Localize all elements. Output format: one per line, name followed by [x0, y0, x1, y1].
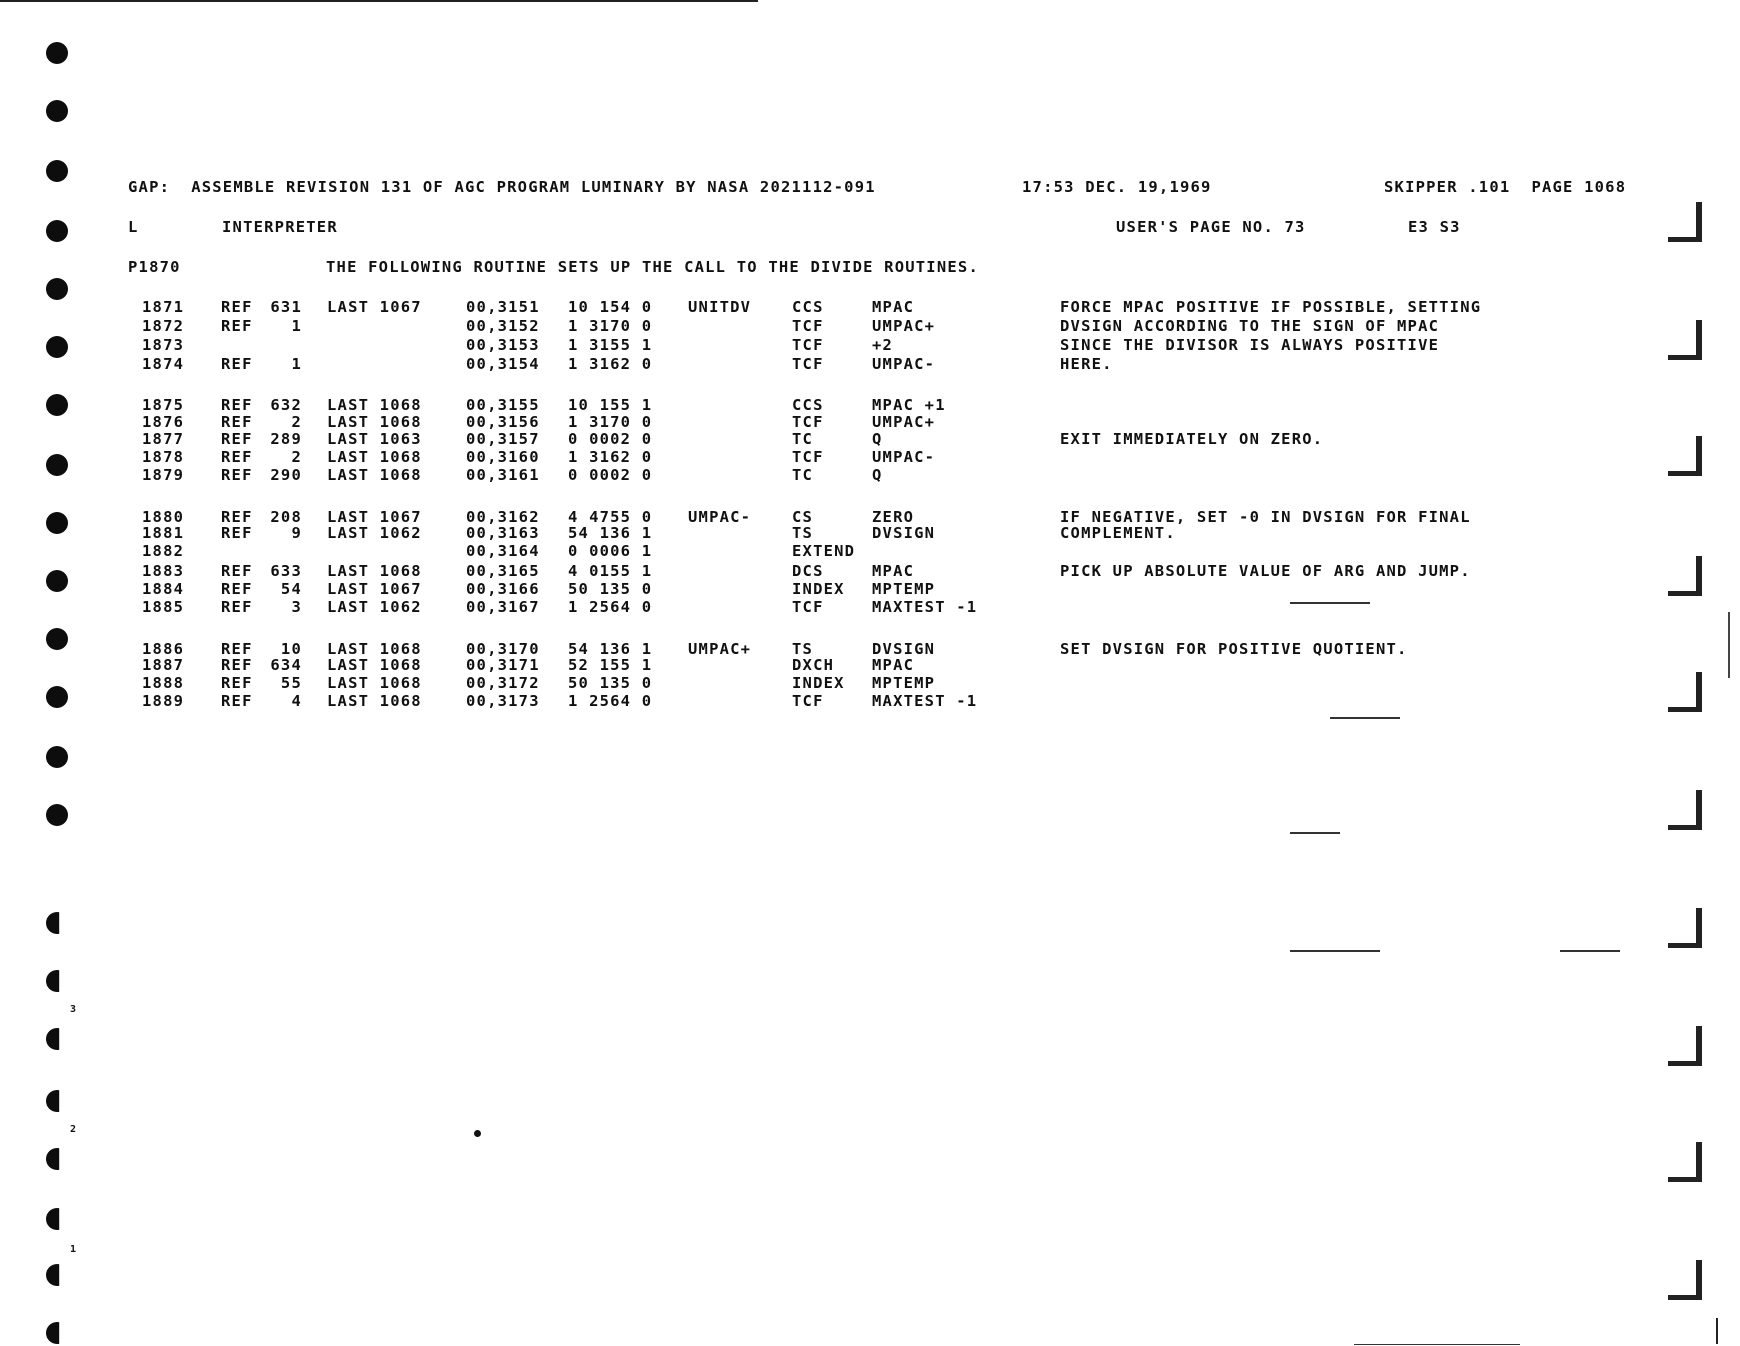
margin-bracket [1668, 436, 1704, 476]
row-operand: ZERO [872, 508, 915, 526]
row-line: 1874 [142, 355, 185, 373]
row-last: LAST 1068 [327, 466, 422, 484]
row-ref: REF [221, 656, 253, 674]
row-ref: REF [221, 562, 253, 580]
row-refn: 290 [270, 466, 302, 484]
row-line: 1888 [142, 674, 185, 692]
row-addr: 00,3157 [466, 430, 540, 448]
row-operand: MPAC +1 [872, 396, 946, 414]
bottom-rule [1354, 1344, 1520, 1345]
row-word: 1 3162 0 [568, 448, 653, 466]
margin-bracket [1668, 320, 1704, 360]
row-addr: 00,3156 [466, 413, 540, 431]
row-addr: 00,3153 [466, 336, 540, 354]
row-ref: REF [221, 317, 253, 335]
row-word: 50 135 0 [568, 674, 653, 692]
row-ref: REF [221, 580, 253, 598]
row-last: LAST 1068 [327, 674, 422, 692]
row-word: 1 3162 0 [568, 355, 653, 373]
listing-row [0, 656, 1740, 674]
row-refn: 10 [280, 640, 302, 658]
row-op: TCF [792, 317, 824, 335]
listing-row [0, 466, 1740, 484]
smudge [1330, 717, 1400, 719]
smudge [1560, 950, 1620, 952]
row-operand: MAXTEST -1 [872, 598, 978, 616]
row-addr: 00,3166 [466, 580, 540, 598]
listing-row [0, 448, 1740, 466]
row-refn: 632 [270, 396, 302, 414]
row-op: CCS [792, 298, 824, 316]
row-label: UMPAC- [688, 508, 752, 526]
row-line: 1883 [142, 562, 185, 580]
row-line: 1887 [142, 656, 185, 674]
row-ref: REF [221, 448, 253, 466]
row-operand: UMPAC- [872, 448, 936, 466]
header-page: SKIPPER .101 PAGE 1068 [1384, 178, 1627, 196]
row-line: 1886 [142, 640, 185, 658]
row-addr: 00,3160 [466, 448, 540, 466]
row-last: LAST 1068 [327, 656, 422, 674]
row-last: LAST 1068 [327, 562, 422, 580]
row-addr: 00,3172 [466, 674, 540, 692]
row-op: INDEX [792, 580, 845, 598]
row-ref: REF [221, 430, 253, 448]
listing-row [0, 355, 1740, 373]
listing-row [0, 298, 1740, 316]
listing-row [0, 692, 1740, 710]
row-word: 54 136 1 [568, 640, 653, 658]
row-op: CS [792, 508, 814, 526]
row-refn: 3 [291, 598, 302, 616]
row-comment: EXIT IMMEDIATELY ON ZERO. [1060, 430, 1324, 448]
row-comment: FORCE MPAC POSITIVE IF POSSIBLE, SETTING [1060, 298, 1482, 316]
row-refn: 289 [270, 430, 302, 448]
listing-row [0, 562, 1740, 580]
row-ref: REF [221, 413, 253, 431]
row-ref: REF [221, 524, 253, 542]
row-last: LAST 1068 [327, 692, 422, 710]
margin-bracket [1668, 908, 1704, 948]
row-ref: REF [221, 298, 253, 316]
margin-bracket [1668, 1142, 1704, 1182]
row-ref: REF [221, 355, 253, 373]
header-timestamp: 17:53 DEC. 19,1969 [1022, 178, 1212, 196]
margin-number: 2 [70, 1124, 77, 1135]
row-op: DCS [792, 562, 824, 580]
row-addr: 00,3171 [466, 656, 540, 674]
row-operand: MAXTEST -1 [872, 692, 978, 710]
page-edge-mark [1716, 1318, 1718, 1344]
listing-row [0, 542, 1740, 560]
margin-number: 3 [70, 1004, 77, 1015]
row-word: 0 0002 0 [568, 430, 653, 448]
row-word: 1 2564 0 [568, 692, 653, 710]
listing-row [0, 524, 1740, 542]
row-word: 1 2564 0 [568, 598, 653, 616]
row-op: DXCH [792, 656, 835, 674]
row-operand: UMPAC+ [872, 413, 936, 431]
row-last: LAST 1068 [327, 413, 422, 431]
smudge [1290, 950, 1380, 952]
row-op: TCF [792, 413, 824, 431]
row-word: 1 3170 0 [568, 317, 653, 335]
row-word: 0 0006 1 [568, 542, 653, 560]
row-last: LAST 1063 [327, 430, 422, 448]
row-addr: 00,3152 [466, 317, 540, 335]
row-ref: REF [221, 640, 253, 658]
row-ref: REF [221, 674, 253, 692]
row-line: 1889 [142, 692, 185, 710]
row-line: 1880 [142, 508, 185, 526]
row-line: 1881 [142, 524, 185, 542]
row-op: TS [792, 524, 814, 542]
row-addr: 00,3167 [466, 598, 540, 616]
listing-row [0, 674, 1740, 692]
row-op: TCF [792, 692, 824, 710]
row-line: 1875 [142, 396, 185, 414]
listing-header: GAP: ASSEMBLE REVISION 131 OF AGC PROGRAM LUMINARY BY NASA 2021112-091 [128, 178, 876, 196]
row-line: 1877 [142, 430, 185, 448]
row-refn: 1 [291, 317, 302, 335]
row-line: 1871 [142, 298, 185, 316]
row-op: TCF [792, 355, 824, 373]
smudge [1290, 602, 1370, 604]
row-addr: 00,3164 [466, 542, 540, 560]
listing-row [0, 336, 1740, 354]
row-operand: MPAC [872, 562, 915, 580]
row-op: TCF [792, 336, 824, 354]
row-word: 4 0155 1 [568, 562, 653, 580]
row-addr: 00,3170 [466, 640, 540, 658]
row-refn: 9 [291, 524, 302, 542]
row-addr: 00,3163 [466, 524, 540, 542]
intro-comment: THE FOLLOWING ROUTINE SETS UP THE CALL TO THE DIVIDE ROUTINES. [326, 258, 979, 276]
row-line: 1878 [142, 448, 185, 466]
row-line: 1885 [142, 598, 185, 616]
row-comment: SET DVSIGN FOR POSITIVE QUOTIENT. [1060, 640, 1408, 658]
row-refn: 2 [291, 413, 302, 431]
row-line: 1879 [142, 466, 185, 484]
row-operand: UMPAC- [872, 355, 936, 373]
row-word: 1 3155 1 [568, 336, 653, 354]
listing-row [0, 413, 1740, 431]
row-ref: REF [221, 466, 253, 484]
row-label: UMPAC+ [688, 640, 752, 658]
listing-row [0, 317, 1740, 335]
section-code: E3 S3 [1408, 218, 1461, 236]
smudge [1290, 832, 1340, 834]
row-last: LAST 1067 [327, 298, 422, 316]
row-word: 50 135 0 [568, 580, 653, 598]
row-op: INDEX [792, 674, 845, 692]
row-op: TC [792, 466, 814, 484]
row-operand: +2 [872, 336, 894, 354]
row-ref: REF [221, 508, 253, 526]
margin-bracket [1668, 672, 1704, 712]
row-operand: DVSIGN [872, 640, 936, 658]
row-op: TCF [792, 448, 824, 466]
row-word: 10 155 1 [568, 396, 653, 414]
row-addr: 00,3162 [466, 508, 540, 526]
row-refn: 631 [270, 298, 302, 316]
row-line: 1873 [142, 336, 185, 354]
row-refn: 633 [270, 562, 302, 580]
section-marker: L [128, 218, 139, 236]
row-last: LAST 1067 [327, 508, 422, 526]
row-last: LAST 1068 [327, 448, 422, 466]
margin-bracket [1668, 1260, 1704, 1300]
row-refn: 208 [270, 508, 302, 526]
row-addr: 00,3173 [466, 692, 540, 710]
row-op: CCS [792, 396, 824, 414]
row-addr: 00,3154 [466, 355, 540, 373]
row-line: 1884 [142, 580, 185, 598]
listing-row [0, 430, 1740, 448]
row-last: LAST 1068 [327, 640, 422, 658]
row-word: 0 0002 0 [568, 466, 653, 484]
row-line: 1872 [142, 317, 185, 335]
row-addr: 00,3165 [466, 562, 540, 580]
row-op: TCF [792, 598, 824, 616]
row-op: TC [792, 430, 814, 448]
row-comment: COMPLEMENT. [1060, 524, 1176, 542]
row-refn: 1 [291, 355, 302, 373]
row-label: UNITDV [688, 298, 752, 316]
row-last: LAST 1068 [327, 396, 422, 414]
margin-bracket [1668, 790, 1704, 830]
row-refn: 55 [280, 674, 302, 692]
row-comment: IF NEGATIVE, SET -0 IN DVSIGN FOR FINAL [1060, 508, 1471, 526]
row-word: 1 3170 0 [568, 413, 653, 431]
margin-bracket [1668, 556, 1704, 596]
row-operand: Q [872, 466, 883, 484]
row-addr: 00,3161 [466, 466, 540, 484]
row-operand: MPTEMP [872, 580, 936, 598]
page-edge-mark [1728, 612, 1730, 678]
margin-bracket [1668, 202, 1704, 242]
row-comment: DVSIGN ACCORDING TO THE SIGN OF MPAC [1060, 317, 1440, 335]
row-comment: SINCE THE DIVISOR IS ALWAYS POSITIVE [1060, 336, 1440, 354]
ink-dot [474, 1130, 481, 1137]
row-comment: HERE. [1060, 355, 1113, 373]
row-op: EXTEND [792, 542, 856, 560]
row-addr: 00,3151 [466, 298, 540, 316]
listing-row [0, 598, 1740, 616]
row-operand: Q [872, 430, 883, 448]
row-word: 54 136 1 [568, 524, 653, 542]
row-refn: 634 [270, 656, 302, 674]
users-page-number: USER'S PAGE NO. 73 [1116, 218, 1306, 236]
row-word: 4 4755 0 [568, 508, 653, 526]
row-last: LAST 1062 [327, 598, 422, 616]
row-line: 1876 [142, 413, 185, 431]
row-last: LAST 1067 [327, 580, 422, 598]
row-op: TS [792, 640, 814, 658]
row-operand: MPTEMP [872, 674, 936, 692]
row-word: 10 154 0 [568, 298, 653, 316]
row-word: 52 155 1 [568, 656, 653, 674]
row-ref: REF [221, 598, 253, 616]
row-operand: DVSIGN [872, 524, 936, 542]
row-operand: UMPAC+ [872, 317, 936, 335]
row-ref: REF [221, 692, 253, 710]
margin-bracket [1668, 1026, 1704, 1066]
row-refn: 4 [291, 692, 302, 710]
row-line: 1882 [142, 542, 185, 560]
row-operand: MPAC [872, 298, 915, 316]
intro-line-number: P1870 [128, 258, 181, 276]
margin-number: 1 [70, 1244, 77, 1255]
row-refn: 2 [291, 448, 302, 466]
row-refn: 54 [280, 580, 302, 598]
row-ref: REF [221, 396, 253, 414]
listing-row [0, 580, 1740, 598]
row-last: LAST 1062 [327, 524, 422, 542]
listing-row [0, 396, 1740, 414]
row-addr: 00,3155 [466, 396, 540, 414]
row-operand: MPAC [872, 656, 915, 674]
row-comment: PICK UP ABSOLUTE VALUE OF ARG AND JUMP. [1060, 562, 1471, 580]
section-name: INTERPRETER [222, 218, 338, 236]
